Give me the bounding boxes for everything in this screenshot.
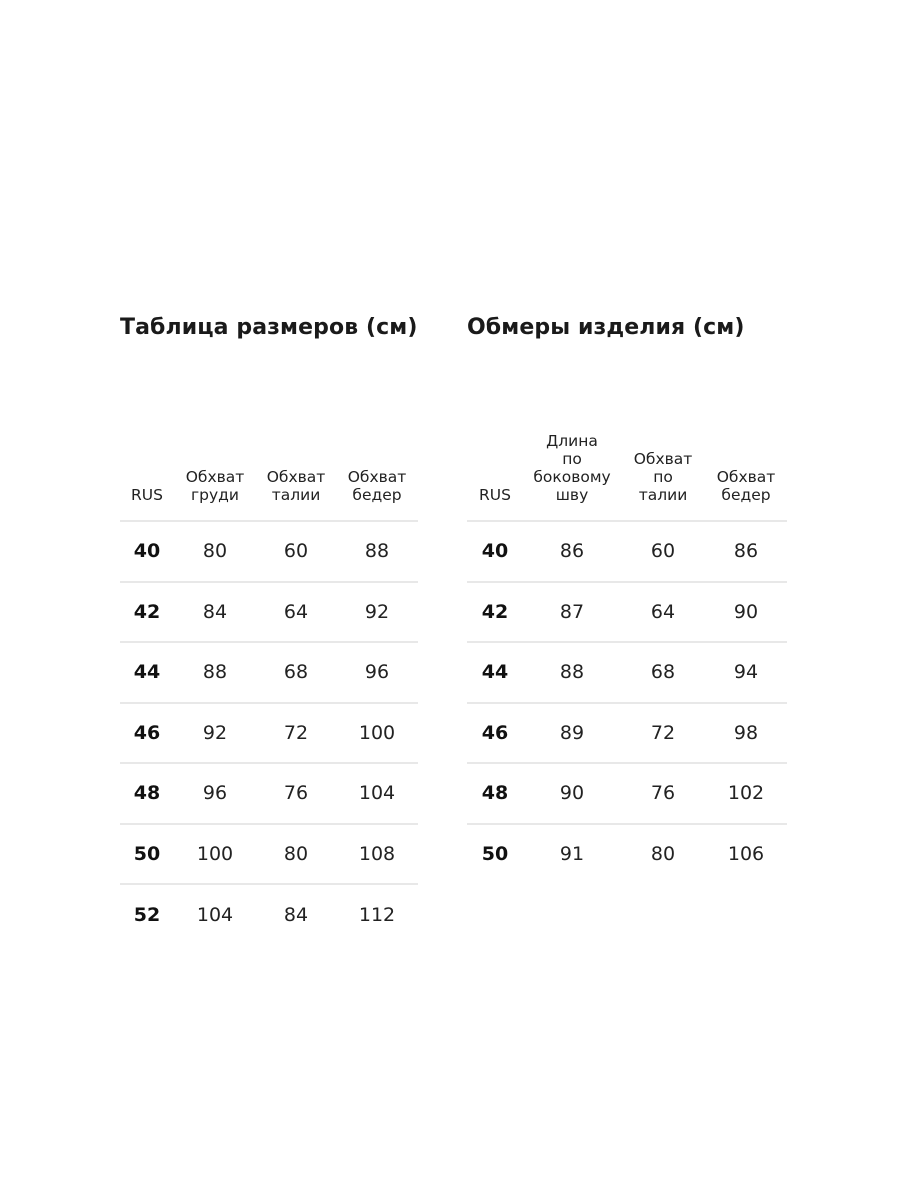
table-cell: 106 — [705, 824, 787, 885]
table-row — [467, 824, 787, 885]
header-line: по — [562, 450, 582, 468]
table-cell: 87 — [523, 582, 621, 643]
table-row — [467, 763, 787, 824]
table-cell: 80 — [256, 824, 336, 885]
table-row — [120, 884, 418, 945]
table-cell: 108 — [336, 824, 418, 885]
header-line: Обхват — [185, 468, 245, 486]
header-line: RUS — [131, 486, 163, 504]
table-row — [467, 521, 787, 582]
table-cell: 88 — [336, 521, 418, 582]
size-cell: 50 — [467, 824, 523, 885]
table-cell: 76 — [256, 763, 336, 824]
column-header-side-seam-length — [523, 416, 621, 521]
table-row — [120, 521, 418, 582]
header-line: Обхват — [266, 468, 326, 486]
table-cell: 96 — [174, 763, 256, 824]
header-line: талии — [638, 486, 688, 504]
table-cell: 68 — [256, 642, 336, 703]
table-row — [467, 703, 787, 764]
table-cell: 100 — [174, 824, 256, 885]
header-line: бедер — [352, 486, 402, 504]
size-cell: 42 — [467, 582, 523, 643]
header-line: RUS — [479, 486, 511, 504]
table-cell: 60 — [621, 521, 705, 582]
header-line: боковому — [533, 468, 611, 486]
table-cell: 92 — [174, 703, 256, 764]
header-line: Обхват — [347, 468, 407, 486]
size-chart-title: Таблица размеров (см) — [120, 315, 418, 340]
table-cell: 60 — [256, 521, 336, 582]
header-line: шву — [555, 486, 589, 504]
column-header-rus — [120, 416, 174, 521]
table-cell: 91 — [523, 824, 621, 885]
size-cell: 48 — [467, 763, 523, 824]
column-header-waist — [256, 416, 336, 521]
header-row — [120, 416, 418, 521]
header-line: Обхват — [633, 450, 693, 468]
table-cell: 90 — [523, 763, 621, 824]
header-row — [467, 416, 787, 521]
table-cell: 104 — [336, 763, 418, 824]
table-cell: 64 — [621, 582, 705, 643]
size-cell: 46 — [467, 703, 523, 764]
size-cell: 42 — [120, 582, 174, 643]
table-cell: 80 — [621, 824, 705, 885]
header-line: по — [653, 468, 673, 486]
column-header-hips — [336, 416, 418, 521]
size-chart-table — [120, 416, 418, 945]
header-line: груди — [191, 486, 239, 504]
table-row — [467, 582, 787, 643]
table-cell: 72 — [621, 703, 705, 764]
header-line: Длина — [546, 432, 598, 450]
table-row — [120, 763, 418, 824]
table-row — [120, 824, 418, 885]
table-cell: 96 — [336, 642, 418, 703]
garment-measurements-title: Обмеры изделия (см) — [467, 315, 745, 340]
table-cell: 88 — [523, 642, 621, 703]
table-cell: 104 — [174, 884, 256, 945]
column-header-hips — [705, 416, 787, 521]
table-cell: 89 — [523, 703, 621, 764]
table-cell: 102 — [705, 763, 787, 824]
table-cell: 64 — [256, 582, 336, 643]
table-row — [120, 703, 418, 764]
column-header-chest — [174, 416, 256, 521]
table-row — [120, 642, 418, 703]
size-cell: 40 — [120, 521, 174, 582]
table-cell: 94 — [705, 642, 787, 703]
table-cell: 98 — [705, 703, 787, 764]
garment-measurements-panel — [467, 312, 787, 884]
size-cell: 48 — [120, 763, 174, 824]
table-cell: 80 — [174, 521, 256, 582]
table-cell: 84 — [174, 582, 256, 643]
column-header-waist — [621, 416, 705, 521]
table-row — [120, 582, 418, 643]
header-line: Обхват — [716, 468, 776, 486]
table-cell: 90 — [705, 582, 787, 643]
table-cell: 84 — [256, 884, 336, 945]
size-cell: 46 — [120, 703, 174, 764]
table-cell: 100 — [336, 703, 418, 764]
table-row — [467, 642, 787, 703]
size-cell: 52 — [120, 884, 174, 945]
size-chart-panel — [120, 312, 418, 945]
header-line: бедер — [721, 486, 771, 504]
size-cell: 40 — [467, 521, 523, 582]
header-line: талии — [271, 486, 321, 504]
table-cell: 88 — [174, 642, 256, 703]
table-cell: 86 — [705, 521, 787, 582]
table-cell: 68 — [621, 642, 705, 703]
column-header-rus — [467, 416, 523, 521]
table-cell: 76 — [621, 763, 705, 824]
table-cell: 112 — [336, 884, 418, 945]
size-cell: 50 — [120, 824, 174, 885]
table-cell: 72 — [256, 703, 336, 764]
size-cell: 44 — [467, 642, 523, 703]
size-cell: 44 — [120, 642, 174, 703]
table-cell: 86 — [523, 521, 621, 582]
table-cell: 92 — [336, 582, 418, 643]
garment-measurements-table — [467, 416, 787, 884]
